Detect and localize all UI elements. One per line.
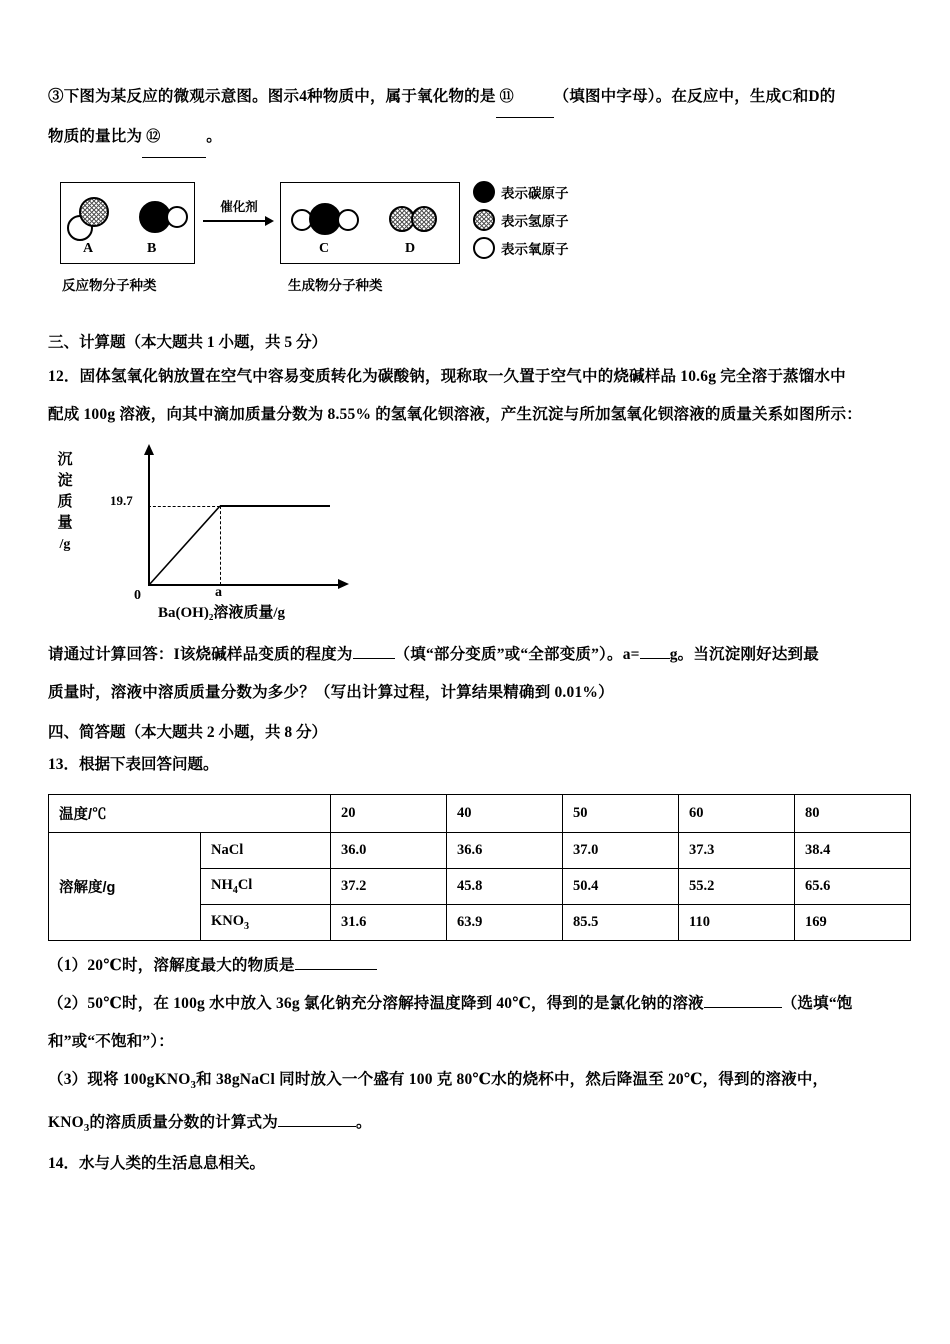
table-cell-substance-kno3 xyxy=(201,905,331,941)
hydrogen-atom-icon xyxy=(473,209,495,231)
section-4-heading: 四、简答题（本大题共 2 小题，共 8 分） xyxy=(48,724,328,741)
oxygen-atom xyxy=(166,206,188,228)
page-content xyxy=(48,78,910,1181)
legend-label: 表示氢原子 xyxy=(501,214,569,229)
hydrogen-atom xyxy=(411,206,437,232)
answer-blank-11[interactable] xyxy=(496,78,554,118)
question-11-line2 xyxy=(48,118,910,158)
table-cell-nacl-40: 36.6 xyxy=(447,833,563,869)
table-cell-kno3-20: 31.6 xyxy=(331,905,447,941)
table-cell-nh4cl-80: 65.6 xyxy=(795,869,911,905)
molecule-label-b: B xyxy=(147,241,157,256)
question-12-line2: 配成 100g 溶液，向其中滴加质量分数为 8.55% 的氢氧化钡溶液，产生沉淀与所加氢氧化钡溶液的质量关系如图所示： xyxy=(48,406,862,423)
y-label-char: 淀 xyxy=(57,473,73,489)
section-3-heading: 三、计算题（本大题共 1 小题，共 5 分） xyxy=(48,334,328,351)
chart-y-tick-19-7: 19.7 xyxy=(110,493,133,508)
oxygen-atom xyxy=(337,209,359,231)
solubility-table xyxy=(48,794,911,941)
table-header-temp-50: 50 xyxy=(563,795,679,833)
y-label-unit: /g xyxy=(59,537,71,552)
part3-text-b: 和 38gNaCl 同时放入一个盛有 100 克 80℃水的烧杯中，然后降温至 20℃，得到的溶液中， xyxy=(196,1071,829,1088)
answer-blank-13-3[interactable] xyxy=(278,1126,356,1127)
table-cell-nacl-80: 38.4 xyxy=(795,833,911,869)
legend-item xyxy=(473,234,663,262)
formula-sub: 4 xyxy=(232,884,238,896)
caption-products: 生成物分子种类 xyxy=(288,278,383,293)
part3-text-c: 的溶质质量分数的计算式为 xyxy=(89,1114,278,1132)
question-12-ask-line2: 质量时，溶液中溶质质量分数为多少？（写出计算过程，计算结果精确到 0.01%） xyxy=(48,684,614,701)
question-13-part-1 xyxy=(48,947,910,985)
legend-item xyxy=(473,178,663,206)
question-12-ask-line1 xyxy=(48,636,910,674)
table-header-temp-20: 20 xyxy=(331,795,447,833)
part2-text-b: （选填“饱 xyxy=(781,995,853,1012)
question-13-stem: 13．根据下表回答问题。 xyxy=(48,756,219,773)
formula-main: NH xyxy=(211,877,233,894)
chart-y-axis-label xyxy=(54,450,76,555)
y-label-char: 质 xyxy=(57,494,73,510)
reactants-box xyxy=(60,182,195,264)
table-row-header xyxy=(49,795,911,833)
table-cell-nh4cl-20: 37.2 xyxy=(331,869,447,905)
answer-blank-12[interactable] xyxy=(142,118,206,158)
answer-blank-13-2[interactable] xyxy=(704,1007,782,1008)
legend-item xyxy=(473,206,663,234)
question-11-text-b: （填图中字母）。在反应中，生成C和D的 xyxy=(553,88,836,105)
answer-blank-a-value[interactable] xyxy=(640,658,670,659)
table-header-temp-80: 80 xyxy=(795,795,911,833)
chart-plateau-segment xyxy=(220,505,330,507)
caption-reactants: 反应物分子种类 xyxy=(62,278,157,293)
chart-x-axis-label: Ba(OH)₂溶液质量/g xyxy=(158,605,285,621)
blank-11-marker: ⑪ xyxy=(499,90,514,105)
catalyst-label: 催化剂 xyxy=(220,200,258,214)
question-13-part-2-cont: 和”或“不饱和”）： xyxy=(48,1033,175,1050)
chart-x-guideline xyxy=(220,506,221,585)
question-13-part-2 xyxy=(48,985,910,1023)
answer-blank-degree[interactable] xyxy=(353,658,395,659)
table-header-solubility: 溶解度/g xyxy=(49,833,201,941)
reaction-arrow xyxy=(203,200,275,226)
part2-text-a: （2）50℃时，在 100g 水中放入 36g 氯化钠充分溶解持温度降到 40℃，得到的是氯化钠的溶液 xyxy=(48,995,704,1012)
table-header-temp-60: 60 xyxy=(679,795,795,833)
chart-origin-label: 0 xyxy=(134,588,141,603)
question-12-line1: 12．固体氢氧化钠放置在空气中容易变质转化为碳酸钠，现称取一久置于空气中的烧碱样品 10.6g 完全溶于蒸馏水中 xyxy=(48,368,846,385)
ask-text-c: g。当沉淀刚好达到最 xyxy=(669,646,819,663)
molecule-label-a: A xyxy=(83,241,94,256)
table-cell-nh4cl-60: 55.2 xyxy=(679,869,795,905)
formula-main: KNO xyxy=(211,913,245,930)
ask-text-b: （填“部分变质”或“全部变质”）。a= xyxy=(394,646,640,663)
question-11-line1 xyxy=(48,78,910,118)
hydrogen-atom xyxy=(79,197,109,227)
ask-text-a: 请通过计算回答：I该烧碱样品变质的程度为 xyxy=(48,646,353,663)
table-cell-nacl-20: 36.0 xyxy=(331,833,447,869)
answer-blank-13-1[interactable] xyxy=(295,969,377,970)
oxygen-atom-icon xyxy=(473,237,495,259)
chart-x-tick-a: a xyxy=(215,585,222,600)
question-12-text-a: 物质的量比为 xyxy=(48,128,143,145)
precipitate-mass-chart xyxy=(48,444,378,622)
formula-tail: Cl xyxy=(237,877,253,894)
part3-period: 。 xyxy=(355,1114,372,1132)
micro-reaction-diagram xyxy=(48,174,668,322)
part3-sub: 3 xyxy=(190,1079,197,1092)
question-13-part-3-cont xyxy=(48,1104,910,1147)
y-label-char: 量 xyxy=(57,515,73,531)
blank-12-marker: ⑫ xyxy=(146,130,161,145)
question-14-stem: 14．水与人类的生活息息相关。 xyxy=(48,1155,266,1173)
table-row xyxy=(49,833,911,869)
legend-label: 表示氧原子 xyxy=(501,242,569,257)
table-cell-kno3-80: 169 xyxy=(795,905,911,941)
carbon-atom-icon xyxy=(473,181,495,203)
molecule-label-c: C xyxy=(319,241,330,256)
table-header-temperature: 温度/℃ xyxy=(49,795,331,833)
products-box xyxy=(280,182,460,264)
table-cell-substance-nacl: NaCl xyxy=(201,833,331,869)
question-13-part-3 xyxy=(48,1061,910,1104)
question-12-text-b: 。 xyxy=(206,128,222,145)
arrow-icon xyxy=(203,216,275,226)
table-cell-nh4cl-40: 45.8 xyxy=(447,869,563,905)
table-header-temp-40: 40 xyxy=(447,795,563,833)
table-cell-nacl-50: 37.0 xyxy=(563,833,679,869)
table-cell-substance-nh4cl xyxy=(201,869,331,905)
part3-formula-sub: 3 xyxy=(83,1122,90,1135)
molecule-label-d: D xyxy=(405,241,416,256)
table-cell-kno3-60: 110 xyxy=(679,905,795,941)
atom-legend xyxy=(473,178,663,262)
legend-label: 表示碳原子 xyxy=(501,186,569,201)
table-cell-kno3-40: 63.9 xyxy=(447,905,563,941)
formula-sub: 3 xyxy=(244,920,250,932)
chart-rising-segment xyxy=(149,506,220,585)
part3-formula: KNO xyxy=(48,1114,84,1132)
table-cell-nacl-60: 37.3 xyxy=(679,833,795,869)
part1-text: （1）20℃时，溶解度最大的物质是 xyxy=(48,957,295,974)
question-11-text-a: ③下图为某反应的微观示意图。图示4种物质中，属于氧化物的是 xyxy=(48,88,496,105)
table-cell-nh4cl-50: 50.4 xyxy=(563,869,679,905)
part3-text-a: （3）现将 100gKNO xyxy=(48,1071,191,1088)
y-label-char: 沉 xyxy=(57,452,73,468)
table-cell-kno3-50: 85.5 xyxy=(563,905,679,941)
